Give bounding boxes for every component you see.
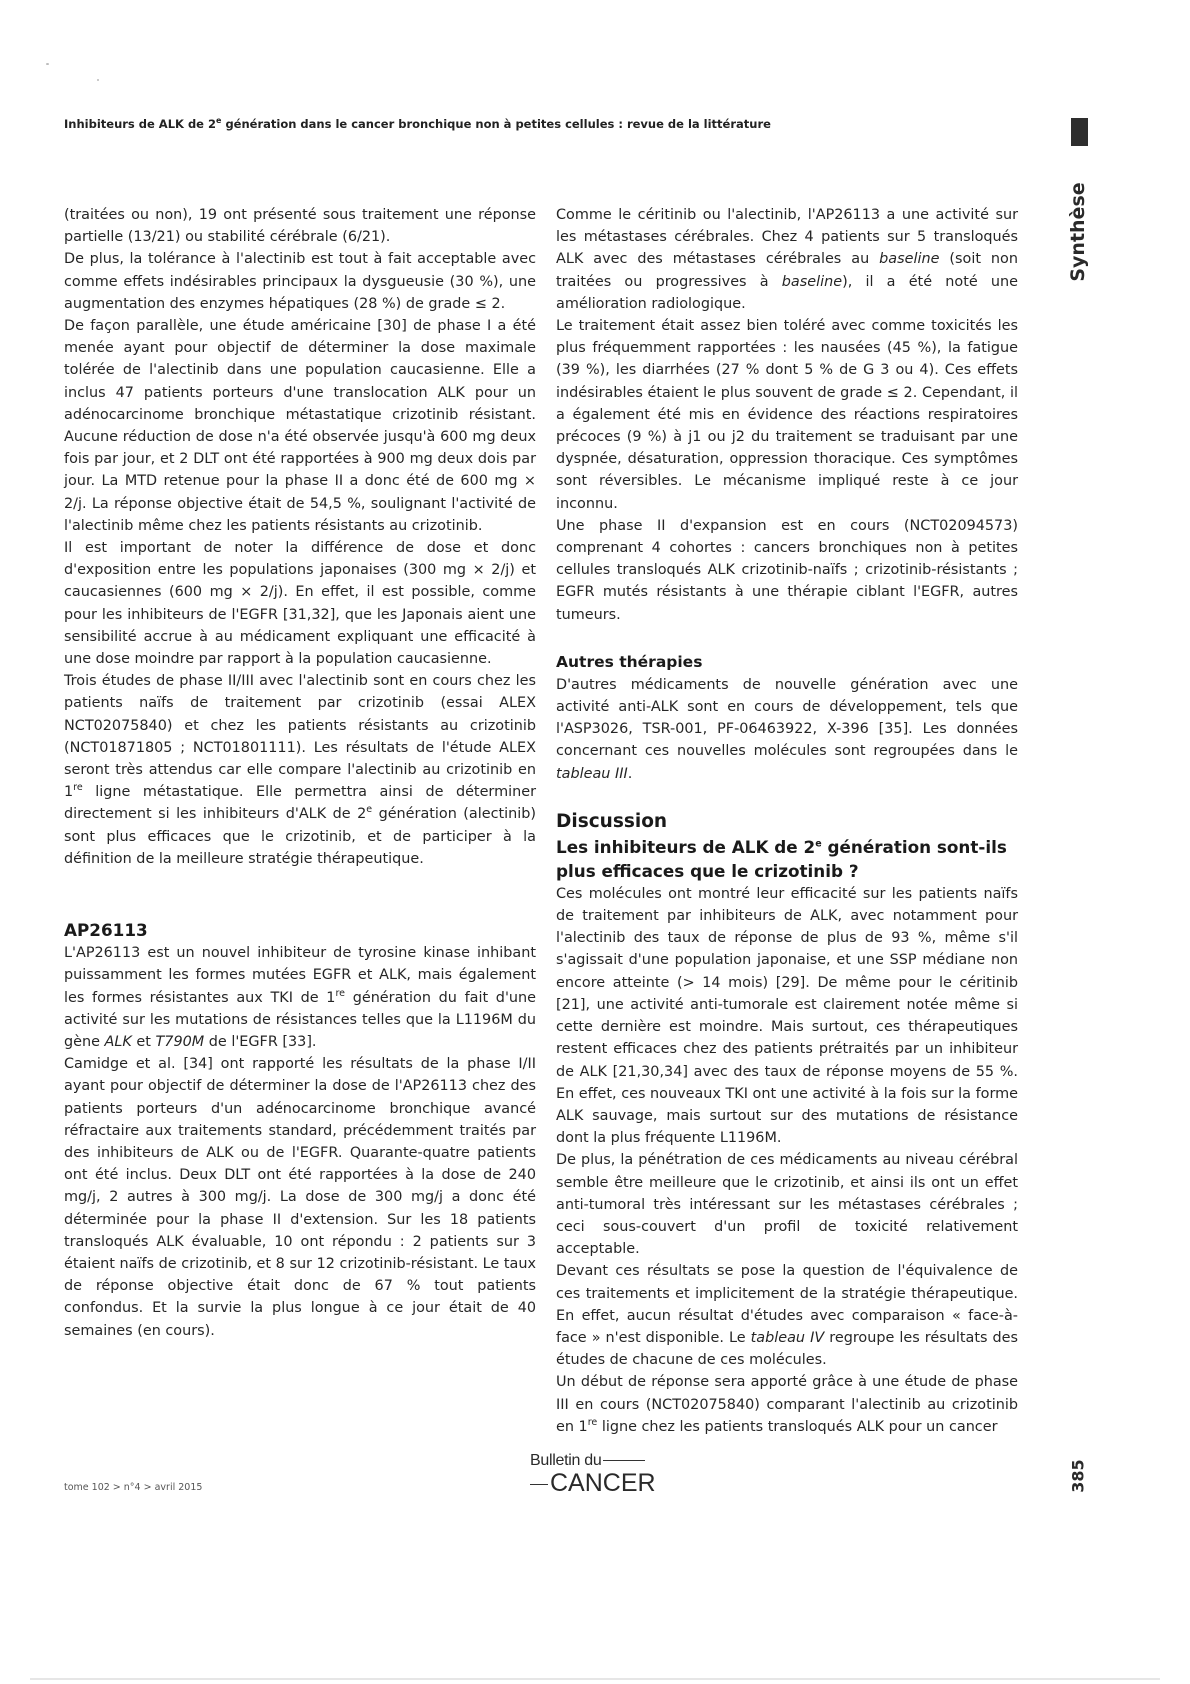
text-run: génération (alectinib) sont plus efficaces que le crizotinib, et de participer à la définition de la meilleure stratégie thérapeutique. [64,806,536,867]
superscript: e [216,116,222,125]
text-run: D'autres médicaments de nouvelle génération avec une activité anti-ALK sont en cours de développement, tels que l'ASP3026, TSR-001, PF-06463922, X-396 [35]. Les données concernant ces nouvelles molécules sont regroupées dans le [556,676,1018,760]
running-title [64,116,771,131]
left-column [64,204,536,1342]
paragraph [556,1260,1018,1371]
running-title-part: Inhibiteurs de ALK de 2 [64,116,216,131]
paragraph: Le traitement était assez bien toléré avec comme toxicités les plus fréquemment rapportées : les nausées (45 %), la fatigue (39 %), les diarrhées (27 % dont 5 % de G 3 ou 4). Ces effets indésirables étaient le plus souvent de grade ≤ 2. Cependant, il a également été mis en évidence des réactions respiratoires précoces (9 %) à j1 ou j2 du traitement se traduisant par une dyspnée, désaturation, oppression thoracique. Ces symptômes sont réversibles. Le mécanisme impliqué reste à ce jour inconnu. [556,318,1018,512]
superscript: re [335,987,346,999]
paragraph [64,670,536,870]
paragraph: Une phase II d'expansion est en cours (NCT02094573) comprenant 4 cohortes : cancers bronchiques non à petites cellules transloqués ALK crizotinib-naïfs ; crizotinib-résistants ; EGFR mutés résistants à une thérapie ciblant l'EGFR, autres tumeurs. [556,517,1018,623]
spacer [556,785,1018,809]
table-reference: tableau III [556,765,628,782]
logo-rule [603,1460,645,1461]
spacer [556,626,1018,650]
journal-logo-line1: Bulletin du [530,1452,602,1469]
paragraph [64,942,536,1053]
section-heading-ap26113: AP26113 [64,920,148,941]
section-marker-block [1071,118,1088,146]
paragraph: Ces molécules ont montré leur efficacité sur les patients naïfs de traitement par inhibiteurs de ALK, avec notamment pour l'alectinib des taux de réponse de plus de 93 %, même s'il s'agissait d'une population japonaise, et une SSP médiane non encore atteinte (> 14 mois) [29]. De même pour le céritinib [21], une activité anti-tumorale est clairement notée même si cette dernière est moindre. Mais surtout, ces thérapeutiques restent efficaces chez des patients prétraités par un inhibiteur de ALK [21,30,34] avec des taux de réponse moyens de 55 %. En effet, ces nouveaux TKI ont une activité à la fois sur la forme ALK sauvage, mais surtout sur des mutations de résistance dont la plus fréquente L1196M. [556,885,1018,1147]
emphasis: baseline [781,273,843,290]
scan-speck [46,63,49,65]
journal-logo-line2: CANCER [550,1469,656,1497]
emphasis: baseline [879,251,940,268]
text-run: génération du fait d'une activité sur les mutations de résistances telles que la L1196M du gène [64,989,536,1050]
text-run: génération sont-ils plus efficaces que le crizotinib ? [556,836,1007,881]
paragraph: De plus, la tolérance à l'alectinib est tout à fait acceptable avec comme effets indésirables principaux la dysgueusie (30 %), une augmentation des enzymes hépatiques (28 %) de grade ≤ 2. [64,251,536,312]
journal-logo [530,1452,670,1496]
table-reference: tableau IV [750,1329,825,1346]
text-run: Comme le céritinib ou l'alectinib, l'AP26113 a une activité sur les métastases cérébrales. Chez 4 patients sur 5 transloqués ALK avec des métastases cérébrales au [556,207,1018,268]
running-title-part: génération dans le cancer bronchique non à petites cellules : revue de la littérature [221,116,771,131]
paragraph [556,204,1018,315]
section-label: Synthèse [1067,182,1089,282]
mutation-name: T790M [155,1033,205,1050]
text-run: ligne métastatique. Elle permettra ainsi de déterminer directement si les inhibiteurs d'ALK de 2 [64,784,536,823]
paragraph: De façon parallèle, une étude américaine [30] de phase I a été menée ayant pour objectif de déterminer la dose maximale tolérée de l'alectinib dans une population caucasienne. Elle a inclus 47 patients porteurs d'une translocation ALK pour un adénocarcinome bronchique métastatique crizotinib résistant. Aucune réduction de dose n'a été observée jusqu'à 600 mg deux fois par jour, et 2 DLT ont été rapportées à 900 mg deux dois par jour. La MTD retenue pour la phase II a donc été de 600 mg × 2/j. La réponse objective était de 54,5 %, soulignant l'activité de l'alectinib même chez les patients résistants au crizotinib. [64,318,536,534]
text-run: . [627,765,633,782]
paragraph: Il est important de noter la différence de dose et donc d'exposition entre les populations japonaises (300 mg × 2/j) et caucasiennes (600 mg × 2/j). En effet, il est possible, comme pour les inhibiteurs de l'EGFR [31,32], que les Japonais aient une sensibilité accrue à au médicament expliquant une efficacité à une dose moindre par rapport à la population caucasienne. [64,540,536,668]
paragraph [556,674,1018,785]
superscript: re [587,1416,598,1428]
spacer [64,870,536,918]
text-run: regroupe les résultats des études de chacune de ces molécules. [556,1329,1018,1369]
paragraph: De plus, la pénétration de ces médicaments au niveau cérébral semble être meilleure que le crizotinib, et ainsi ils ont un effet anti-tumoral très intéressant sur les métastases cérébrales ; ceci sous-couvert d'un profil de toxicité relativement acceptable. [556,1152,1018,1258]
subsection-heading [556,835,1018,883]
paragraph [556,1371,1018,1438]
scan-speck [97,79,99,81]
text-run: L'AP26113 est un nouvel inhibiteur de tyrosine kinase inhibant puissamment les formes mutées EGFR et ALK, mais également les formes résistantes aux TKI de 1 [64,945,536,1006]
issue-info: tome 102 > n°4 > avril 2015 [64,1482,203,1493]
superscript: re [73,782,83,794]
paragraph: Camidge et al. [34] ont rapporté les résultats de la phase I/II ayant pour objectif de déterminer la dose de l'AP26113 chez des patients porteurs d'un adénocarcinome bronchique avancé réfractaire aux traitements standard, précédemment traités par des inhibiteurs de ALK ou de l'EGFR. Quarante-quatre patients ont été inclus. Deux DLT ont été rapportées à la dose de 240 mg/j, 2 autres à 300 mg/j. La dose de 300 mg/j a donc été déterminée pour la phase II d'extension. Sur les 18 patients transloqués ALK évaluable, 10 ont répondu : 2 patients sur 3 étaient naïfs de crizotinib, et 8 sur 12 crizotinib-résistant. Le taux de réponse objective était donc de 67 % tout patients confondus. Et la survie la plus longue à ce jour était de 40 semaines (en cours). [64,1056,536,1339]
text-run: Un début de réponse sera apporté grâce à une étude de phase III en cours (NCT02075840) comparant l'alectinib au crizotinib en 1 [556,1374,1018,1435]
text-run: ligne chez les patients transloqués ALK pour un cancer [597,1418,998,1435]
scan-edge [30,1678,1160,1680]
superscript: e [366,804,373,816]
section-heading-discussion: Discussion [556,810,668,832]
text-run: (soit non traitées ou progressives à [556,251,1018,290]
right-column [556,204,1018,1438]
text-run: et [131,1033,156,1050]
text-run: Devant ces résultats se pose la question de l'équivalence de ces traitements et implicitement de la stratégie thérapeutique. En effet, aucun résultat d'études avec comparaison « face-à-face » n'est disponible. Le [556,1263,1018,1346]
page-number: 385 [1068,1459,1088,1493]
gene-name: ALK [104,1033,132,1050]
text-run: Trois études de phase II/III avec l'alectinib sont en cours chez les patients naïfs de traitement par crizotinib (essai ALEX NCT02075840) et chez les patients résistants au crizotinib (NCT01871805 ; NCT01801111). Les résultats de l'étude ALEX seront très attendus car elle compare l'alectinib au crizotinib en 1 [64,673,536,801]
text-run: Les inhibiteurs de ALK de 2 [556,836,816,857]
section-heading-autres-therapies: Autres thérapies [556,652,703,671]
superscript: e [815,838,822,850]
paragraph: (traitées ou non), 19 ont présenté sous traitement une réponse partielle (13/21) ou stabilité cérébrale (6/21). [64,207,536,246]
text-run: ), il a été noté une amélioration radiologique. [556,273,1018,312]
text-run: de l'EGFR [33]. [204,1033,317,1050]
logo-rule [530,1484,548,1485]
